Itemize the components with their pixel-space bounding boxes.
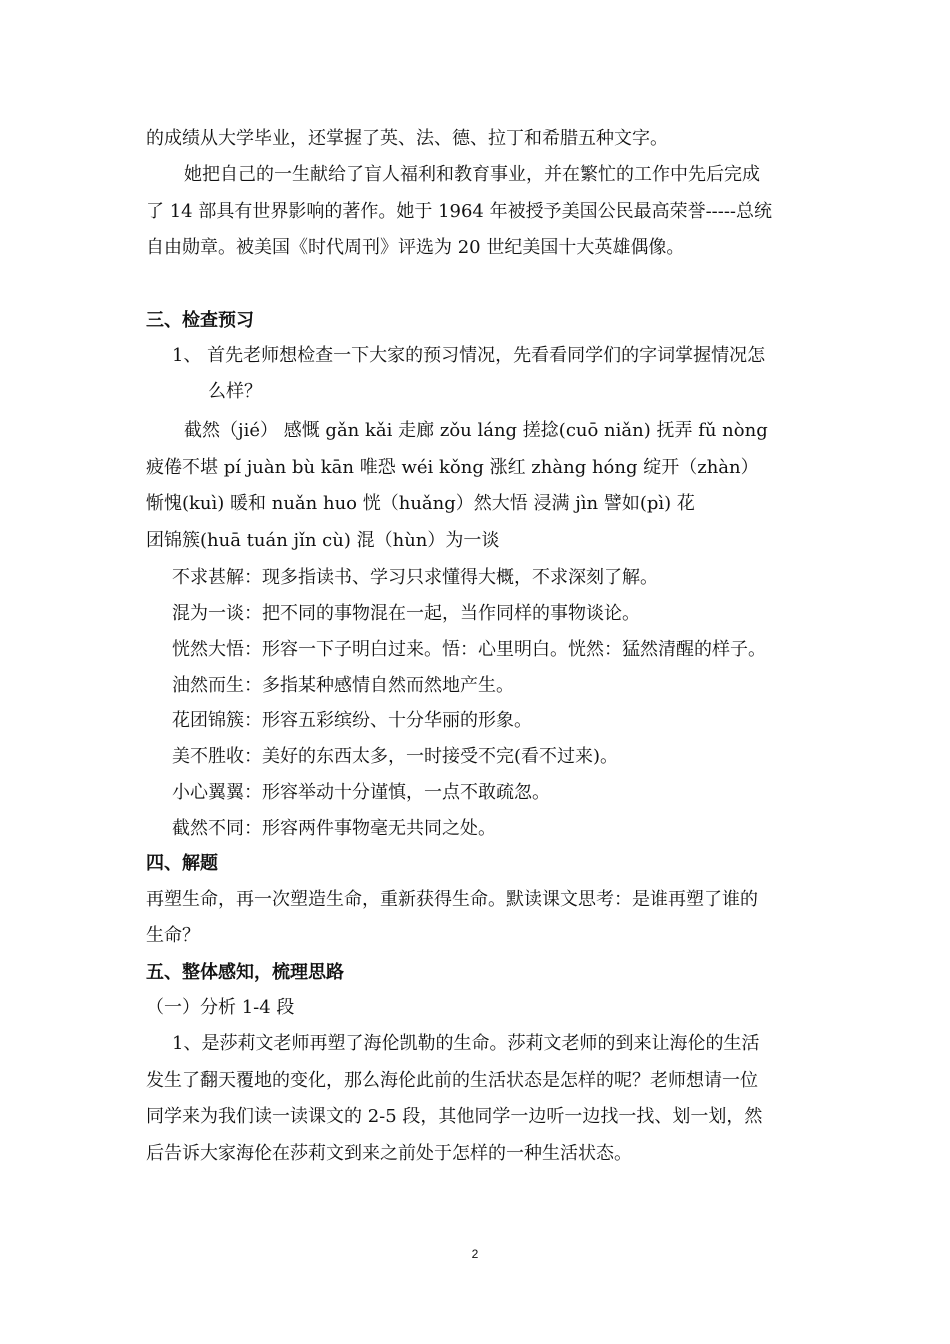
section3-item1-line1: 1、 首先老师想检查一下大家的预习情况，先看看同学们的字词掌握情况怎 [172,345,766,366]
section3-item1-line2: 么样？ [208,381,262,402]
term-definition: 截然不同：形容两件事物毫无共同之处。 [172,818,496,839]
section4-heading: 四、解题 [146,853,218,874]
life-line-3: 自由勋章。被美国《时代周刊》评选为 20 世纪美国十大英雄偶像。 [146,237,685,258]
pinyin-line-4: 团锦簇(huā tuán jǐn cù) 混（hùn）为一谈 [146,530,500,551]
term-definition: 恍然大悟：形容一下子明白过来。悟：心里明白。恍然：猛然清醒的样子。 [172,639,766,660]
section5-para-line-2: 发生了翻天覆地的变化，那么海伦此前的生活状态是怎样的呢？老师想请一位 [146,1070,758,1091]
section5-subheading: （一）分析 1-4 段 [146,997,295,1018]
term-definition: 油然而生：多指某种感情自然而然地产生。 [172,675,514,696]
section4-line-2: 生命？ [146,925,200,946]
page-number: 2 [471,1247,479,1261]
life-line-2: 了 14 部具有世界影响的著作。她于 1964 年被授予美国公民最高荣誉-----总统 [146,201,773,222]
pinyin-line-1: 截然（jié） 感慨 gǎn kǎi 走廊 zǒu láng 搓捻(cuō niǎn) 抚弄 fǔ nòng [184,420,768,441]
term-definition: 花团锦簇：形容五彩缤纷、十分华丽的形象。 [172,710,532,731]
term-definition: 美不胜收：美好的东西太多，一时接受不完(看不过来)。 [172,746,619,767]
intro-line-1: 的成绩从大学毕业，还掌握了英、法、德、拉丁和希腊五种文字。 [146,128,668,149]
section5-heading: 五、整体感知，梳理思路 [146,962,344,983]
section5-para-line-3: 同学来为我们读一读课文的 2-5 段，其他同学一边听一边找一找、划一划，然 [146,1106,763,1127]
term-definition: 混为一谈：把不同的事物混在一起，当作同样的事物谈论。 [172,603,640,624]
pinyin-line-2: 疲倦不堪 pí juàn bù kān 唯恐 wéi kǒng 涨红 zhàng hóng 绽开（zhàn） [146,457,759,478]
pinyin-line-3: 惭愧(kuì) 暖和 nuǎn huo 恍（huǎng）然大悟 浸满 jìn 譬如(pì) 花 [146,493,695,514]
life-line-1: 她把自己的一生献给了盲人福利和教育事业，并在繁忙的工作中先后完成 [184,164,760,185]
term-definition: 小心翼翼：形容举动十分谨慎，一点不敢疏忽。 [172,782,550,803]
section4-line-1: 再塑生命，再一次塑造生命，重新获得生命。默读课文思考：是谁再塑了谁的 [146,889,758,910]
section5-para-line-4: 后告诉大家海伦在莎莉文到来之前处于怎样的一种生活状态。 [146,1143,632,1164]
term-definition: 不求甚解：现多指读书、学习只求懂得大概，不求深刻了解。 [172,567,658,588]
section5-para-line-1: 1、是莎莉文老师再塑了海伦凯勒的生命。莎莉文老师的到来让海伦的生活 [172,1033,760,1054]
section3-heading: 三、检查预习 [146,310,254,331]
